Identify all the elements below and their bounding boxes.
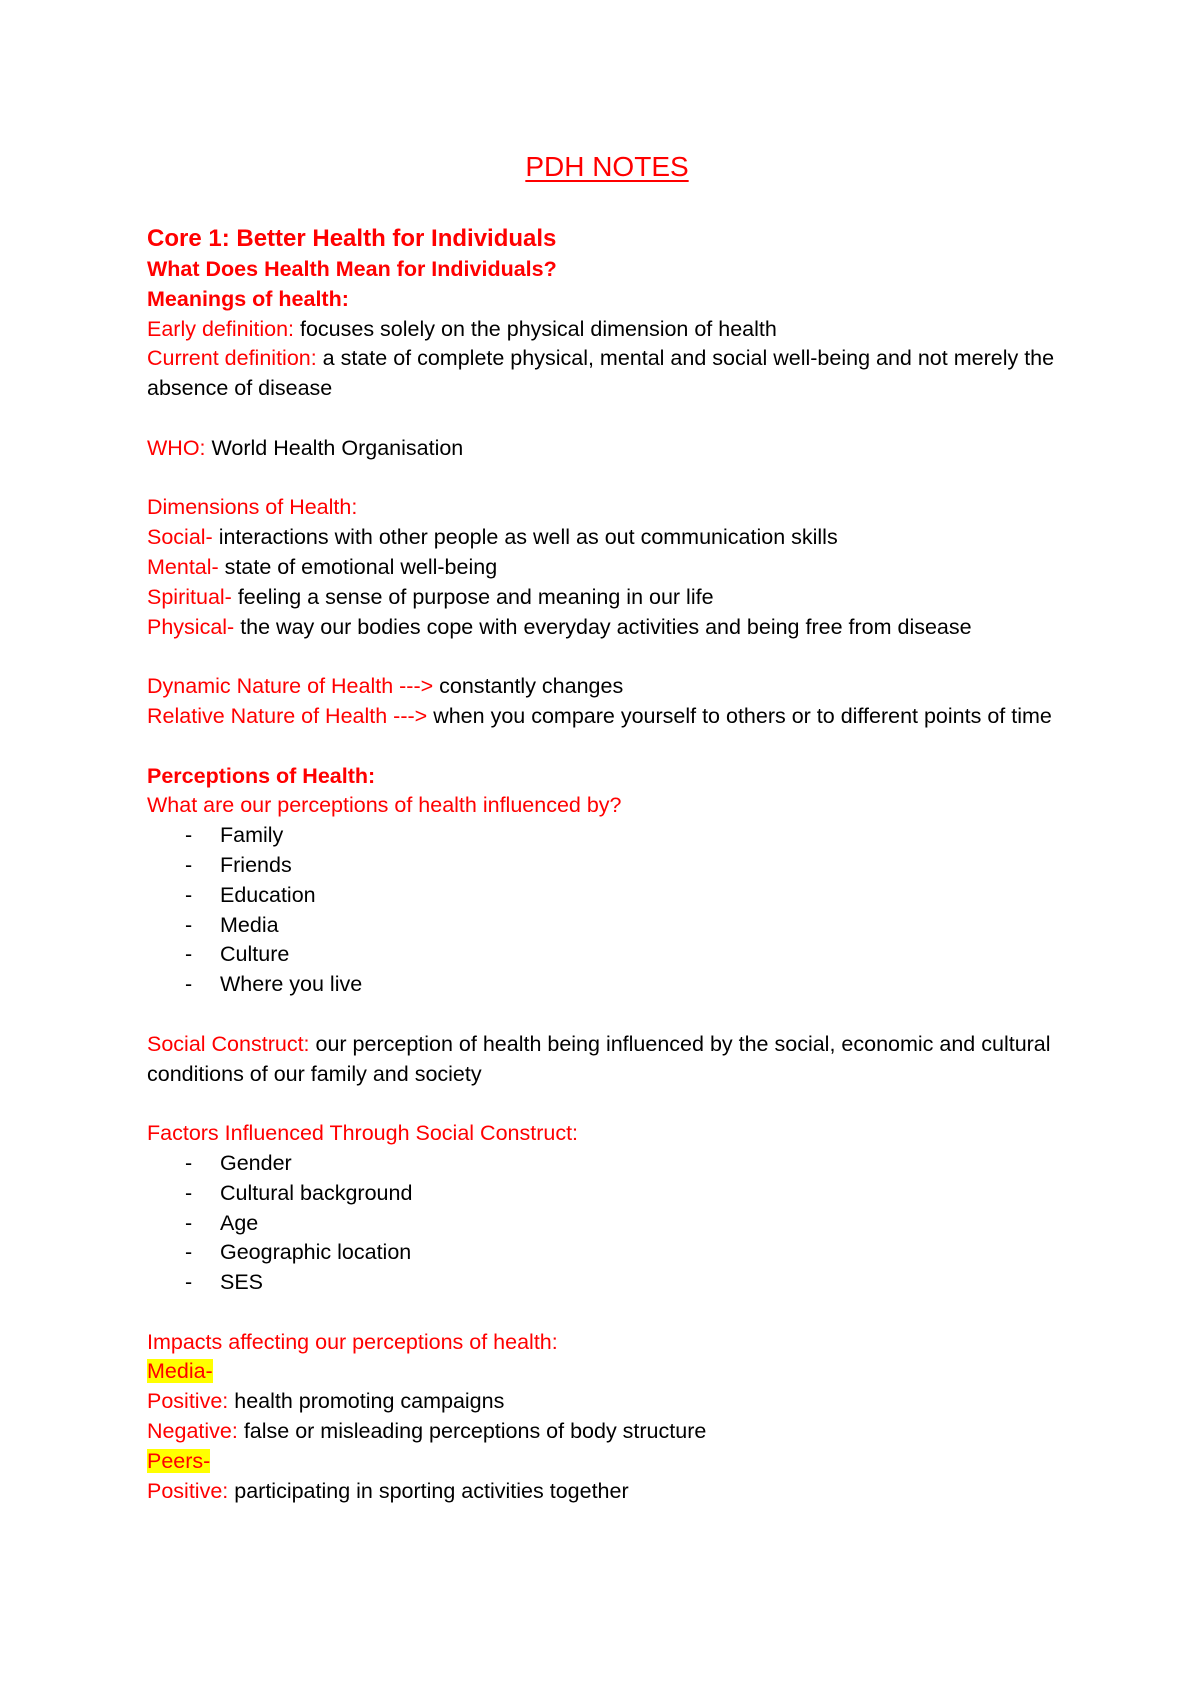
current-definition-text: a state of complete physical, mental and social well-being and not merely the absence of disease: [147, 346, 1055, 401]
list-item: [147, 940, 1067, 970]
document-title: PDH NOTES: [525, 151, 689, 182]
current-definition-label: Current definition:: [147, 346, 317, 371]
dash-bullet: -: [185, 1240, 193, 1265]
positive-text: health promoting campaigns: [228, 1389, 505, 1414]
perceptions-question: What are our perceptions of health influenced by?: [147, 793, 622, 818]
media-subheading: Media-: [147, 1359, 213, 1384]
dimension-item: [147, 553, 1067, 583]
peers-subheading-line: [147, 1447, 1067, 1477]
list-item: [147, 1149, 1067, 1179]
dash-bullet: -: [185, 823, 193, 848]
media-subheading-line: [147, 1357, 1067, 1387]
current-definition: [147, 344, 1067, 404]
list-item-text: Geographic location: [220, 1240, 412, 1265]
social-construct-definition: [147, 1030, 1067, 1090]
relative-nature: [147, 702, 1067, 732]
dimension-label: Social-: [147, 525, 213, 550]
dimension-label: Mental-: [147, 554, 219, 579]
dimension-text: the way our bodies cope with everyday activities and being free from disease: [234, 614, 972, 639]
who-definition: [147, 434, 1067, 464]
health-question-heading: What Does Health Mean for Individuals?: [147, 257, 557, 281]
document-body: [147, 223, 1067, 1506]
dimension-text: interactions with other people as well as out communication skills: [212, 525, 838, 550]
negative-text: false or misleading perceptions of body structure: [237, 1419, 707, 1444]
factors-heading: Factors Influenced Through Social Construct:: [147, 1121, 579, 1146]
peers-subheading: Peers-: [147, 1448, 211, 1473]
dash-bullet: -: [185, 1270, 193, 1295]
social-construct-text: our perception of health being influenced by the social, economic and cultural conditions of our family and society: [147, 1031, 1051, 1086]
list-item-text: Age: [220, 1210, 259, 1235]
dimension-item: [147, 583, 1067, 613]
dynamic-text: constantly changes: [433, 674, 624, 699]
dash-bullet: -: [185, 882, 193, 907]
list-item-text: Education: [220, 882, 316, 907]
list-item-text: Culture: [220, 942, 290, 967]
dash-bullet: -: [185, 1150, 193, 1175]
positive-label: Positive:: [147, 1478, 229, 1503]
dimension-text: feeling a sense of purpose and meaning in our life: [231, 584, 714, 609]
list-item-text: Friends: [220, 852, 292, 877]
dash-bullet: -: [185, 942, 193, 967]
media-positive: [147, 1387, 1067, 1417]
list-item-text: Cultural background: [220, 1180, 413, 1205]
dynamic-label: Dynamic Nature of Health --->: [147, 674, 434, 699]
social-construct-label: Social Construct:: [147, 1031, 310, 1056]
dash-bullet: -: [185, 912, 193, 937]
early-definition: [147, 315, 1067, 345]
impacts-heading: Impacts affecting our perceptions of health:: [147, 1329, 558, 1354]
dash-bullet: -: [185, 1180, 193, 1205]
dynamic-nature: [147, 672, 1067, 702]
dash-bullet: -: [185, 1210, 193, 1235]
list-item: [147, 911, 1067, 941]
list-item: [147, 821, 1067, 851]
list-item-text: Media: [220, 912, 279, 937]
factors-list: [147, 1149, 1067, 1298]
early-definition-label: Early definition:: [147, 316, 294, 341]
list-item: [147, 1209, 1067, 1239]
list-item: [147, 851, 1067, 881]
peers-positive: [147, 1477, 1067, 1507]
negative-label: Negative:: [147, 1419, 238, 1444]
early-definition-text: focuses solely on the physical dimension of health: [294, 316, 777, 341]
dash-bullet: -: [185, 972, 193, 997]
perceptions-list: [147, 821, 1067, 1000]
who-text: World Health Organisation: [205, 435, 464, 460]
who-label: WHO:: [147, 435, 206, 460]
perceptions-heading: Perceptions of Health:: [147, 763, 376, 788]
relative-label: Relative Nature of Health --->: [147, 703, 428, 728]
list-item: [147, 1179, 1067, 1209]
list-item: [147, 1268, 1067, 1298]
meanings-heading: Meanings of health:: [147, 286, 349, 311]
positive-text: participating in sporting activities together: [228, 1478, 629, 1503]
list-item-text: Gender: [220, 1150, 292, 1175]
list-item-text: Family: [220, 823, 284, 848]
dimensions-heading: Dimensions of Health:: [147, 495, 358, 520]
dash-bullet: -: [185, 852, 193, 877]
core-heading: Core 1: Better Health for Individuals: [147, 225, 557, 252]
list-item: [147, 881, 1067, 911]
dimension-text: state of emotional well-being: [218, 554, 498, 579]
list-item: [147, 1238, 1067, 1268]
list-item-text: SES: [220, 1270, 264, 1295]
dimension-label: Physical-: [147, 614, 235, 639]
dimension-item: [147, 613, 1067, 643]
media-negative: [147, 1417, 1067, 1447]
relative-text: when you compare yourself to others or to different points of time: [427, 703, 1052, 728]
list-item: [147, 970, 1067, 1000]
list-item-text: Where you live: [220, 972, 363, 997]
dimension-label: Spiritual-: [147, 584, 232, 609]
positive-label: Positive:: [147, 1389, 229, 1414]
dimension-item: [147, 523, 1067, 553]
